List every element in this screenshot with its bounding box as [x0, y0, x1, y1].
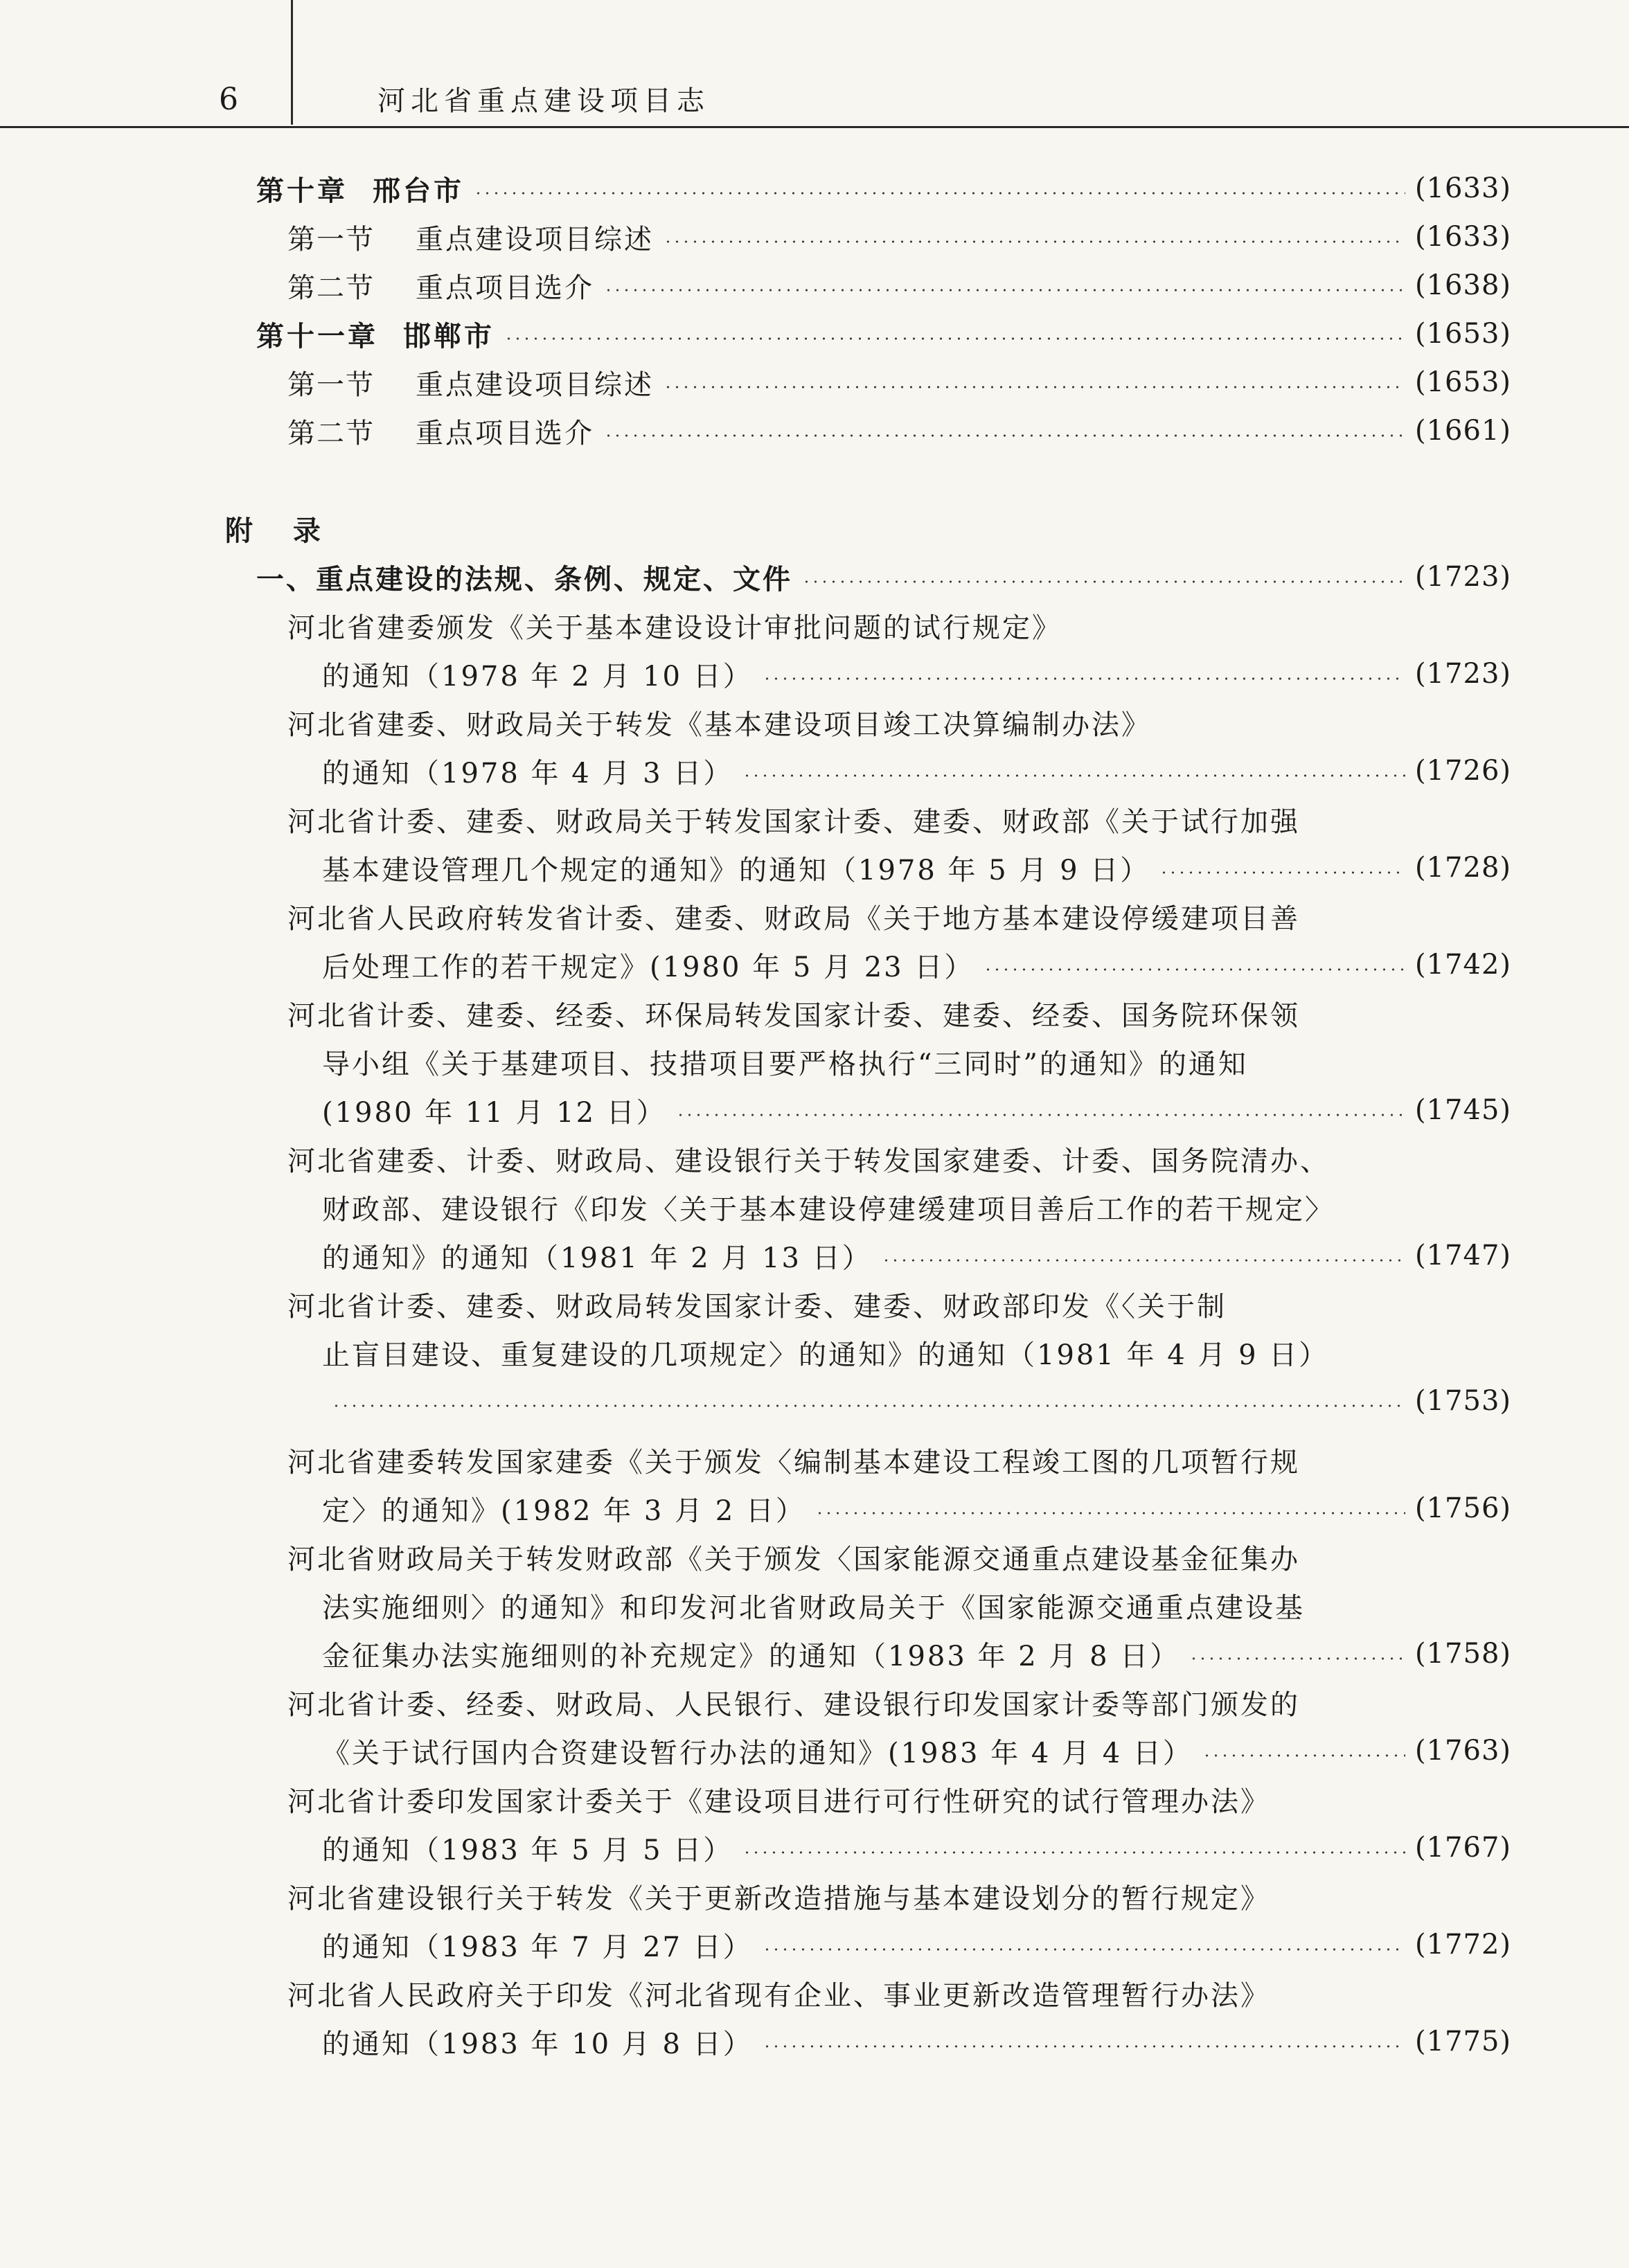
- dot-leader: [802, 580, 1405, 583]
- section-label: 第一节: [287, 368, 375, 401]
- section-label: 第一节: [287, 223, 375, 256]
- toc-entry-line[interactable]: 金征集办法实施细则的补充规定》的通知（1983 年 2 月 8 日） (1758): [322, 1638, 1511, 1672]
- toc-entry-line[interactable]: 的通知（1983 年 7 月 27 日） (1772): [322, 1929, 1511, 1963]
- page-ref: (1767): [1414, 1832, 1511, 1864]
- toc-entry-line[interactable]: 基本建设管理几个规定的通知》的通知（1978 年 5 月 9 日） (1728): [322, 852, 1511, 886]
- dot-leader: [815, 1512, 1405, 1515]
- page-ref: (1747): [1414, 1240, 1511, 1271]
- page-ref: (1638): [1414, 269, 1511, 301]
- section-title: 重点建设项目综述: [416, 368, 654, 401]
- page-ref: (1653): [1414, 366, 1511, 398]
- toc-entry-line[interactable]: 河北省建设银行关于转发《关于更新改造措施与基本建设划分的暂行规定》: [287, 1882, 1270, 1915]
- toc-section[interactable]: [0, 212, 1629, 262]
- page-ref: (1775): [1414, 2026, 1511, 2057]
- dot-leader: [604, 289, 1405, 292]
- toc-entry-line[interactable]: (1980 年 11 月 12 日） (1745): [322, 1094, 1511, 1129]
- section-label: 第二节: [287, 417, 375, 449]
- toc-entry-line[interactable]: 法实施细则〉的通知》和印发河北省财政局关于《国家能源交通重点建设基: [322, 1591, 1305, 1624]
- dot-leader: [763, 677, 1405, 680]
- page-ref: (1728): [1414, 852, 1511, 884]
- toc-entry-line[interactable]: [0, 1376, 1629, 1426]
- dot-leader: [983, 968, 1405, 971]
- toc-section[interactable]: [0, 260, 1629, 310]
- dot-leader: [664, 240, 1405, 243]
- toc-entry-line[interactable]: 河北省人民政府关于印发《河北省现有企业、事业更新改造管理暂行办法》: [287, 1979, 1270, 2012]
- part-title: 一、重点建设的法规、条例、规定、文件: [256, 562, 792, 596]
- page-ref: (1763): [1414, 1735, 1511, 1767]
- section-title: 重点项目选介: [416, 417, 594, 449]
- dot-leader: [742, 1851, 1405, 1854]
- toc-section[interactable]: [0, 357, 1629, 407]
- page-ref: (1653): [1414, 318, 1511, 350]
- toc-entry-line[interactable]: 河北省计委印发国家计委关于《建设项目进行可行性研究的试行管理办法》: [287, 1785, 1270, 1818]
- toc-entry-line[interactable]: 的通知（1978 年 4 月 3 日） (1726): [322, 755, 1511, 789]
- chapter-label: 第十一章: [256, 319, 378, 352]
- toc-entry-line[interactable]: 定〉的通知》(1982 年 3 月 2 日） (1756): [322, 1492, 1511, 1527]
- toc-section[interactable]: [0, 406, 1629, 456]
- toc-entry-line[interactable]: 河北省计委、建委、经委、环保局转发国家计委、建委、经委、国务院环保领: [287, 999, 1300, 1032]
- toc-entry-line[interactable]: 河北省建委、计委、财政局、建设银行关于转发国家建委、计委、国务院清办、: [287, 1145, 1330, 1177]
- section-title: 重点建设项目综述: [416, 223, 654, 256]
- toc-chapter-10[interactable]: [0, 163, 1629, 213]
- page-ref: (1742): [1414, 949, 1511, 981]
- chapter-name: 邢台市: [373, 174, 464, 207]
- dot-leader: [763, 1948, 1405, 1951]
- page-ref: (1661): [1414, 415, 1511, 447]
- page-ref: (1726): [1414, 755, 1511, 787]
- page-ref: (1753): [1414, 1385, 1511, 1417]
- dot-leader: [332, 1404, 1405, 1407]
- toc-entry-line[interactable]: 河北省计委、经委、财政局、人民银行、建设银行印发国家计委等部门颁发的: [287, 1688, 1300, 1721]
- page-ref: (1745): [1414, 1094, 1511, 1126]
- toc-entry-line[interactable]: 河北省建委、财政局关于转发《基本建设项目竣工决算编制办法》: [287, 708, 1151, 741]
- toc-entry-line[interactable]: 后处理工作的若干规定》(1980 年 5 月 23 日） (1742): [322, 949, 1511, 983]
- toc-entry-line[interactable]: 河北省人民政府转发省计委、建委、财政局《关于地方基本建设停缓建项目善: [287, 902, 1300, 935]
- toc-entry-line[interactable]: 的通知（1978 年 2 月 10 日） (1723): [322, 658, 1511, 693]
- page-ref: (1723): [1414, 658, 1511, 690]
- running-title: 河北省重点建设项目志: [377, 85, 710, 117]
- chapter-name: 邯郸市: [403, 319, 495, 352]
- page-ref: (1633): [1414, 221, 1511, 253]
- dot-leader: [1202, 1754, 1405, 1757]
- toc-entry-line[interactable]: 河北省财政局关于转发财政部《关于颁发〈国家能源交通重点建设基金征集办: [287, 1543, 1300, 1575]
- dot-leader: [1189, 1657, 1405, 1660]
- toc-entry-line[interactable]: 河北省建委转发国家建委《关于颁发〈编制基本建设工程竣工图的几项暂行规: [287, 1446, 1300, 1479]
- page-ref: (1723): [1414, 561, 1511, 593]
- toc-entry-line[interactable]: 导小组《关于基建项目、技措项目要严格执行“三同时”的通知》的通知: [322, 1048, 1248, 1080]
- toc-entry-line[interactable]: 的通知（1983 年 5 月 5 日） (1767): [322, 1832, 1511, 1866]
- dot-leader: [882, 1259, 1405, 1262]
- header-vertical-rule: [291, 0, 293, 125]
- page-ref: (1758): [1414, 1638, 1511, 1670]
- toc-entry-line[interactable]: 止盲目建设、重复建设的几项规定〉的通知》的通知（1981 年 4 月 9 日）: [322, 1339, 1329, 1371]
- toc-entry-line[interactable]: 《关于试行国内合资建设暂行办法的通知》(1983 年 4 月 4 日） (1763): [322, 1735, 1511, 1769]
- toc-entry-line[interactable]: 的通知（1983 年 10 月 8 日） (1775): [322, 2026, 1511, 2060]
- section-label: 第二节: [287, 271, 375, 304]
- toc-entry-line[interactable]: 河北省建委颁发《关于基本建设设计审批问题的试行规定》: [287, 611, 1062, 644]
- toc-entry-line[interactable]: 财政部、建设银行《印发〈关于基本建设停建缓建项目善后工作的若干规定〉: [322, 1193, 1335, 1226]
- page-ref: (1756): [1414, 1492, 1511, 1524]
- dot-leader: [1159, 871, 1405, 874]
- section-title: 重点项目选介: [416, 271, 594, 304]
- dot-leader: [763, 2045, 1405, 2048]
- dot-leader: [504, 337, 1405, 340]
- header-horizontal-rule: [0, 126, 1629, 128]
- page-number: 6: [219, 82, 238, 117]
- toc-entry-line[interactable]: 河北省计委、建委、财政局关于转发国家计委、建委、财政部《关于试行加强: [287, 805, 1300, 838]
- toc-part-1[interactable]: [0, 552, 1629, 602]
- toc-entry-line[interactable]: 河北省计委、建委、财政局转发国家计委、建委、财政部印发《〈关于制: [287, 1290, 1227, 1323]
- chapter-label: 第十章: [256, 174, 348, 207]
- dot-leader: [474, 192, 1405, 195]
- dot-leader: [742, 774, 1405, 777]
- toc-entry-line[interactable]: 的通知》的通知（1981 年 2 月 13 日） (1747): [322, 1240, 1511, 1274]
- page-ref: (1772): [1414, 1929, 1511, 1961]
- dot-leader: [664, 386, 1405, 389]
- dot-leader: [676, 1114, 1405, 1116]
- appendix-heading: 附 录: [225, 514, 336, 547]
- toc-chapter-11[interactable]: [0, 309, 1629, 359]
- page-ref: (1633): [1414, 172, 1511, 204]
- dot-leader: [604, 434, 1405, 437]
